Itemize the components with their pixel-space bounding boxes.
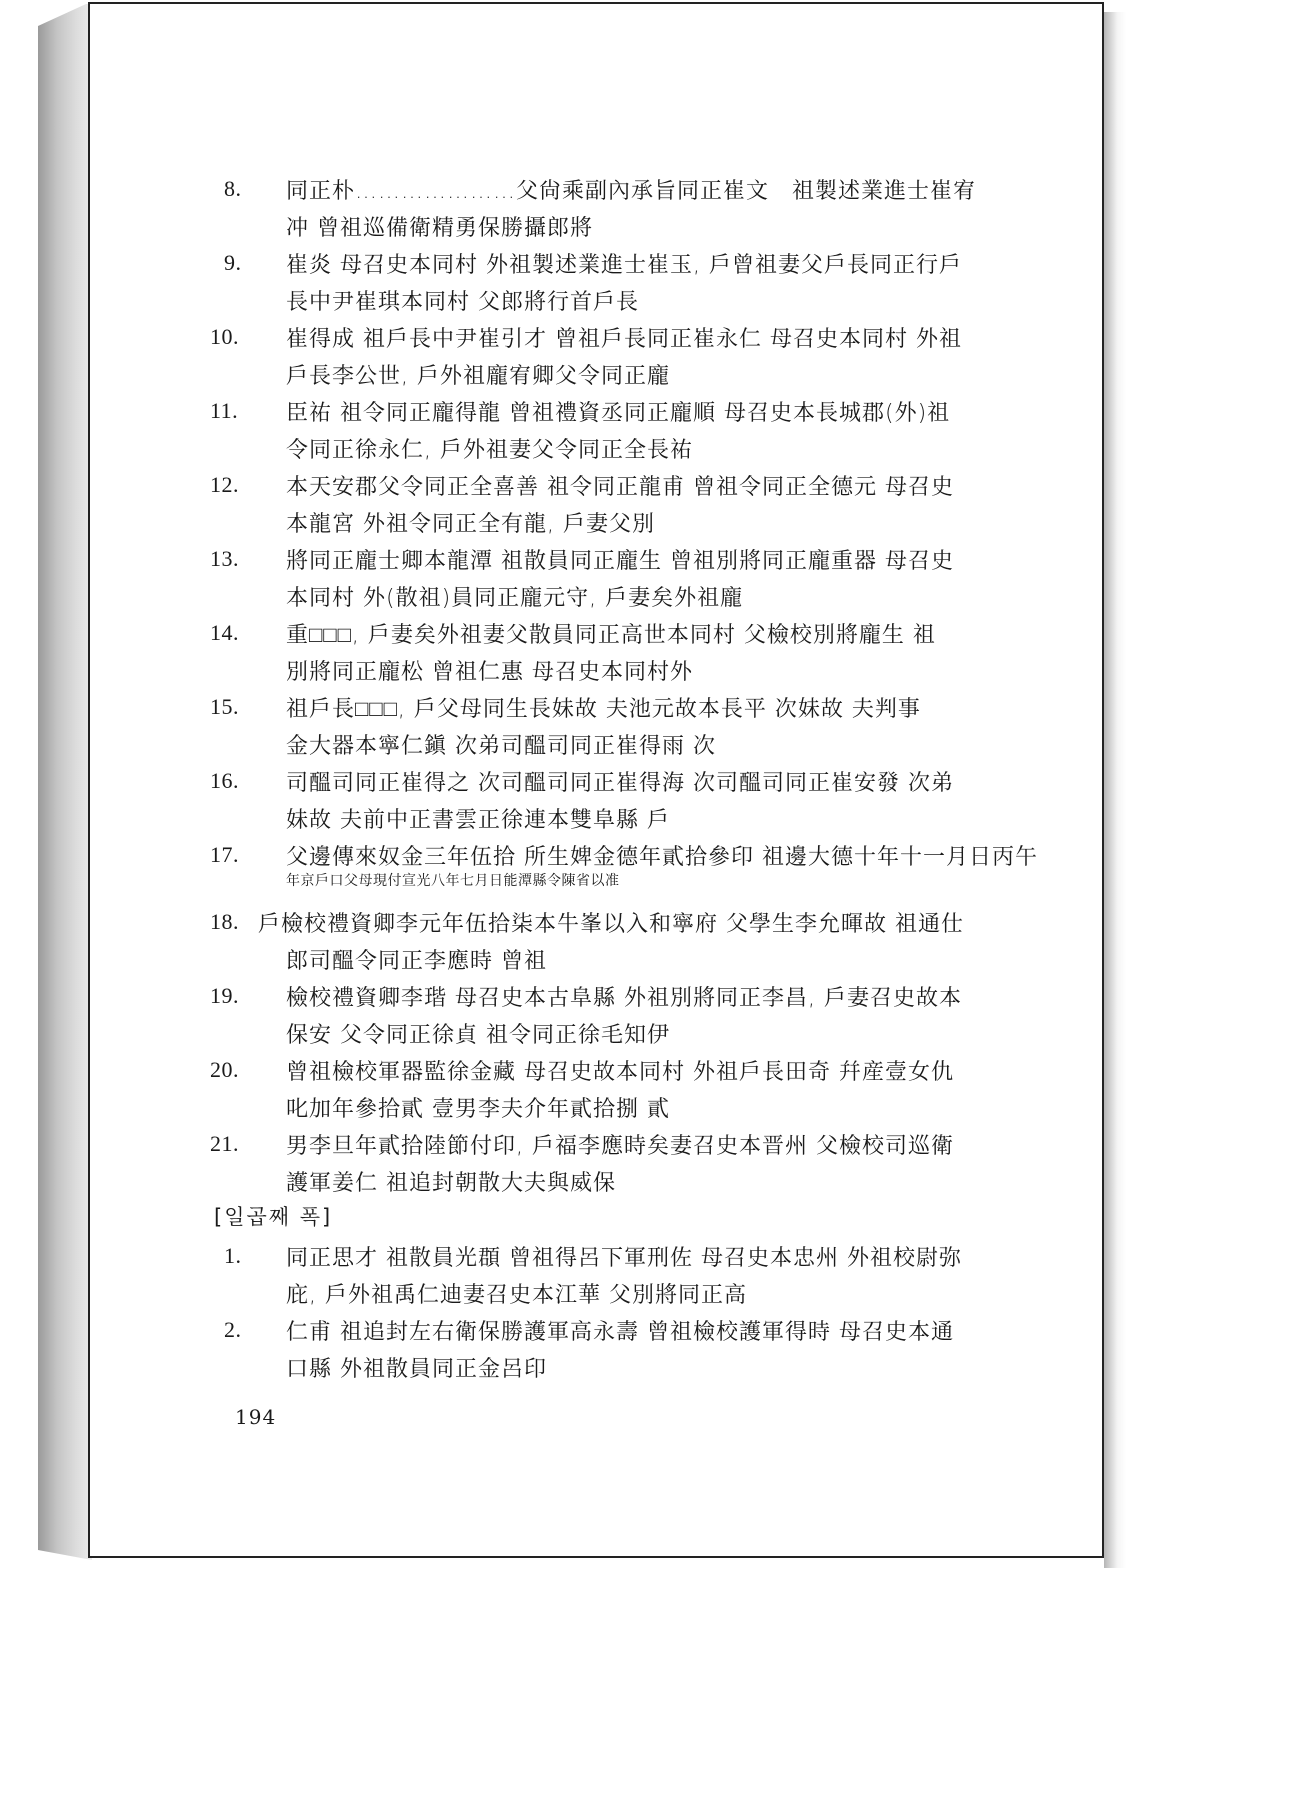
- entry-number: 13.: [210, 546, 239, 571]
- entry-text-line: 司醞司同正崔得之 次司醞司同正崔得海 次司醞司同正崔安發 次弟: [286, 771, 954, 796]
- entry-text-line: 曾祖檢校軍器監徐金藏 母召史故本同村 外祖戶長田奇 幷産壹女仇: [286, 1060, 954, 1085]
- entry-text-line: 護軍姜仁 祖追封朝散大夫與威保: [286, 1171, 616, 1196]
- entry-number: 11.: [210, 398, 239, 423]
- entry-text-line: 戶檢校禮資卿李元年伍拾柒本牛峯以入和寧府 父學生李允暉故 祖通仕: [258, 912, 964, 937]
- entry-text-line: 祖戶長□□□, 戶父母同生長妹故 夫池元故本長平 次妹故 夫判事: [286, 697, 921, 722]
- entry-text-line: 重□□□, 戶妻矣外祖妻父散員同正高世本同村 父檢校別將龐生 祖: [286, 623, 936, 648]
- book-shadow: [1104, 12, 1126, 1568]
- entry-text-line: 郎司醞令同正李應時 曾祖: [286, 949, 547, 974]
- entry-text-line: 將同正龐士卿本龍潭 祖散員同正龐生 曾祖別將同正龐重器 母召史: [286, 549, 954, 574]
- entry-number: 17.: [210, 842, 239, 867]
- entry-text-line: 本天安郡父令同正全喜善 祖令同正龍甫 曾祖令同正全德元 母召史: [286, 475, 954, 500]
- entry-number: 21.: [210, 1131, 239, 1156]
- entry-number: 1.: [224, 1243, 242, 1268]
- entry-text-line: 別將同正龐松 曾祖仁惠 母召史本同村外: [286, 660, 693, 685]
- entry-number: 20.: [210, 1057, 239, 1082]
- entry-number: 8.: [224, 176, 242, 201]
- entry-number: 12.: [210, 472, 239, 497]
- entry-number: 18.: [210, 909, 239, 934]
- entry-text-line: 年京戶口父母現付宣光八年七月日能潭縣令陳省以准: [286, 873, 620, 889]
- entry-text-line: 檢校禮資卿李瑎 母召史本古阜縣 外祖別將同正李昌, 戶妻召史故本: [286, 986, 962, 1011]
- entry-number: 10.: [210, 324, 239, 349]
- entry-number: 14.: [210, 620, 239, 645]
- entry-text-line: 長中尹崔琪本同村 父郎將行首戶長: [286, 290, 639, 315]
- entry-number: 16.: [210, 768, 239, 793]
- entry-text-line: 臣祐 祖令同正龐得龍 曾祖禮資丞同正龐順 母召史本長城郡(外)祖: [286, 401, 951, 426]
- book-page-edges: [38, 4, 92, 1560]
- entry-text-line: 保安 父令同正徐貞 祖令同正徐毛知伊: [286, 1023, 670, 1048]
- entry-text-line: 男李旦年貳拾陸節付印, 戶福李應時矣妻召史本晋州 父檢校司巡衛: [286, 1134, 954, 1159]
- entry-text-line: 崔得成 祖戶長中尹崔引才 曾祖戶長同正崔永仁 母召史本同村 外祖: [286, 327, 962, 352]
- entry-text-line: 冲 曾祖巡備衛精勇保勝攝郎將: [286, 216, 593, 241]
- entry-text-line: 父邊傳來奴金三年伍拾 所生婢金德年貳拾參印 祖邊大德十年十一月日丙午: [286, 845, 1038, 870]
- entry-text-line: 戶長李公世, 戶外祖龐宥卿父令同正龐: [286, 364, 670, 389]
- entry-number: 15.: [210, 694, 239, 719]
- entry-text-line: 妹故 夫前中正書雲正徐連本雙阜縣 戶: [286, 808, 670, 833]
- page-number: 194: [235, 1405, 277, 1429]
- entry-text-line: 崔炎 母召史本同村 外祖製述業進士崔玉, 戶曾祖妻父戶長同正行戶: [286, 253, 962, 278]
- entry-text-line: 本同村 外(散祖)員同正龐元守, 戶妻矣外祖龐: [286, 586, 744, 611]
- entry-text-line: 口縣 外祖散員同正金呂印: [286, 1357, 547, 1382]
- section-heading: [일곱째 폭]: [214, 1205, 333, 1229]
- book-page: [88, 2, 1104, 1558]
- entry-text-line: 金大器本寧仁鎭 次弟司醞司同正崔得雨 次: [286, 734, 716, 759]
- entry-text-line: 同正思才 祖散員光頵 曾祖得呂下軍刑佐 母召史本忠州 外祖校尉弥: [286, 1246, 962, 1271]
- entry-text-line: 同正朴…………………父尙乘副內承旨同正崔文 祖製述業進士崔宥: [286, 179, 977, 204]
- entry-number: 19.: [210, 983, 239, 1008]
- entry-number: 2.: [224, 1317, 242, 1342]
- entry-text-line: 令同正徐永仁, 戶外祖妻父令同正全長祐: [286, 438, 693, 463]
- entry-text-line: 庇, 戶外祖禹仁迪妻召史本江華 父別將同正高: [286, 1283, 747, 1308]
- entry-text-line: 仁甫 祖追封左右衛保勝護軍高永壽 曾祖檢校護軍得時 母召史本通: [286, 1320, 954, 1345]
- entry-text-line: 叱加年參拾貳 壹男李夫介年貳拾捌 貳: [286, 1097, 670, 1122]
- entry-text-line: 本龍宮 外祖令同正全有龍, 戶妻父別: [286, 512, 655, 537]
- entry-number: 9.: [224, 250, 242, 275]
